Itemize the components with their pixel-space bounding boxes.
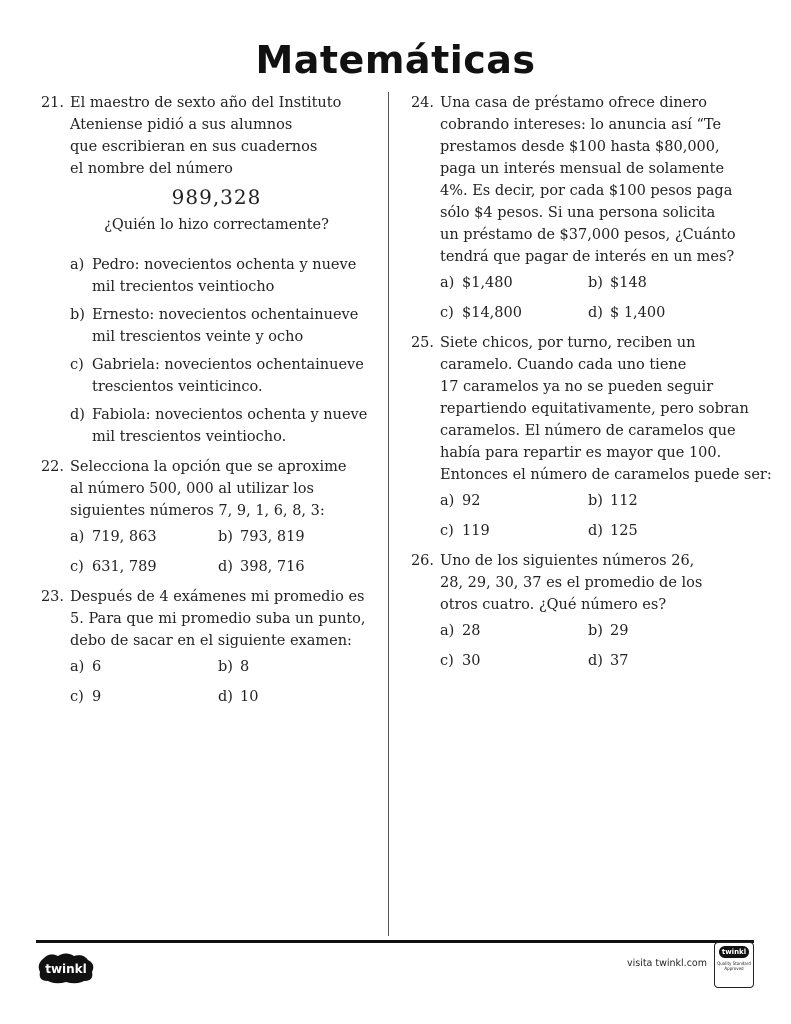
question-body — [440, 92, 736, 324]
option-letter: a) — [70, 659, 85, 675]
option-letter: b) — [588, 275, 603, 291]
question-text-line: al número 500, 000 al utilizar los — [70, 481, 314, 497]
question-text-line: siguientes números 7, 9, 1, 6, 8, 3: — [70, 503, 325, 519]
option-a[interactable] — [70, 526, 218, 548]
question-body — [70, 456, 363, 578]
option-a[interactable] — [440, 620, 588, 642]
option-a[interactable] — [70, 254, 363, 298]
option-d[interactable] — [588, 650, 738, 672]
option-text: Gabriela: novecientos ochentainueve — [92, 357, 364, 373]
option-text: 28 — [462, 623, 481, 639]
option-b[interactable] — [218, 526, 368, 548]
option-letter: c) — [70, 689, 84, 705]
question-22 — [28, 456, 363, 578]
badge-text: Quality Standard Approved — [717, 961, 751, 971]
question-body — [70, 586, 366, 708]
question-25 — [398, 332, 772, 542]
option-text: 125 — [610, 523, 638, 539]
option-c[interactable] — [440, 302, 588, 324]
option-d[interactable] — [588, 520, 738, 542]
option-text: 37 — [610, 653, 629, 669]
option-d[interactable] — [218, 686, 368, 708]
question-text-line: Siete chicos, por turno, reciben un — [440, 335, 696, 351]
option-text: mil trecientos veintiocho — [92, 279, 275, 295]
question-24 — [398, 92, 736, 324]
question-text-line: repartiendo equitativamente, pero sobran — [440, 401, 749, 417]
option-b[interactable] — [588, 272, 738, 294]
option-b[interactable] — [70, 304, 363, 348]
question-text-line: paga un interés mensual de solamente — [440, 161, 725, 177]
option-d[interactable] — [588, 302, 738, 324]
option-letter: a) — [440, 493, 455, 509]
question-text-line: sólo $4 pesos. Si una persona solicita — [440, 205, 716, 221]
question-text-line: un préstamo de $37,000 pesos, ¿Cuánto — [440, 227, 736, 243]
option-text: $1,480 — [462, 275, 513, 291]
option-b[interactable] — [588, 620, 738, 642]
option-a[interactable] — [440, 272, 588, 294]
right-column — [398, 92, 772, 680]
question-text-line: prestamos desde $100 hasta $80,000, — [440, 139, 720, 155]
option-letter: b) — [588, 493, 603, 509]
question-text-line: Selecciona la opción que se aproxime — [70, 459, 347, 475]
question-text-line: 5. Para que mi promedio suba un punto, — [70, 611, 366, 627]
option-letter: b) — [70, 307, 85, 323]
option-text: $148 — [610, 275, 647, 291]
option-letter: d) — [70, 407, 85, 423]
question-body — [440, 332, 772, 542]
option-c[interactable] — [440, 520, 588, 542]
option-grid — [70, 656, 363, 708]
option-letter: c) — [440, 305, 454, 321]
option-text: trescientos veinticinco. — [92, 379, 263, 395]
option-letter: a) — [440, 275, 455, 291]
question-text-line: Una casa de préstamo ofrece dinero — [440, 95, 707, 111]
footer-website[interactable]: visita twinkl.com — [626, 958, 707, 969]
option-grid — [70, 526, 363, 578]
option-text: 92 — [462, 493, 481, 509]
footer-rule — [36, 940, 754, 943]
option-a[interactable] — [440, 490, 588, 512]
option-text: mil trescientos veintiocho. — [92, 429, 287, 445]
option-letter: b) — [218, 529, 233, 545]
option-c[interactable] — [70, 354, 363, 398]
option-grid — [440, 490, 736, 542]
question-body — [440, 550, 736, 672]
option-text: Pedro: novecientos ochenta y nueve — [92, 257, 357, 273]
badge-brand: twinkl — [719, 946, 749, 958]
option-letter: d) — [588, 305, 603, 321]
logo-text: twinkl — [45, 962, 87, 976]
option-letter: b) — [218, 659, 233, 675]
option-grid — [440, 620, 736, 672]
option-letter: d) — [588, 653, 603, 669]
option-list — [70, 254, 368, 448]
option-letter: d) — [218, 559, 233, 575]
option-text: 793, 819 — [240, 529, 305, 545]
question-text-line: El maestro de sexto año del Instituto — [70, 95, 342, 111]
question-text-line: Entonces el número de caramelos puede ser: — [440, 467, 772, 483]
option-c[interactable] — [440, 650, 588, 672]
option-letter: c) — [440, 523, 454, 539]
question-text-line: debo de sacar en el siguiente examen: — [70, 633, 352, 649]
option-a[interactable] — [70, 656, 218, 678]
option-letter: a) — [70, 529, 85, 545]
option-letter: a) — [440, 623, 455, 639]
question-body — [70, 92, 368, 448]
question-number: 21. — [40, 95, 64, 111]
question-text-line: el nombre del número — [70, 161, 233, 177]
question-text-line: 28, 29, 30, 37 es el promedio de los — [440, 575, 703, 591]
option-text: 719, 863 — [92, 529, 157, 545]
question-text-line: había para repartir es mayor que 100. — [440, 445, 722, 461]
option-letter: c) — [70, 559, 84, 575]
question-23 — [28, 586, 366, 708]
option-text: Fabiola: novecientos ochenta y nueve — [92, 407, 368, 423]
option-grid — [440, 272, 736, 324]
option-letter: c) — [440, 653, 454, 669]
question-text-line: caramelos. El número de caramelos que — [440, 423, 736, 439]
question-number: 23. — [40, 589, 64, 605]
option-text: mil trescientos veinte y ocho — [92, 329, 304, 345]
option-text: 9 — [92, 689, 102, 705]
option-text: 30 — [462, 653, 481, 669]
option-text: $14,800 — [462, 305, 522, 321]
question-prompt: ¿Quién lo hizo correctamente? — [104, 217, 329, 233]
quality-badge-icon — [714, 942, 754, 988]
column-divider — [388, 92, 389, 936]
option-text: $ 1,400 — [610, 305, 666, 321]
featured-number: 989,328 — [171, 185, 262, 209]
option-text: 8 — [240, 659, 250, 675]
page-title: Matemáticas — [255, 38, 536, 82]
question-26 — [398, 550, 736, 672]
option-b[interactable] — [588, 490, 738, 512]
option-text: 29 — [610, 623, 629, 639]
question-number: 24. — [410, 95, 434, 111]
option-c[interactable] — [70, 556, 218, 578]
option-letter: d) — [218, 689, 233, 705]
option-letter: a) — [70, 257, 85, 273]
option-d[interactable] — [70, 404, 368, 448]
option-text: Ernesto: novecientos ochentainueve — [92, 307, 359, 323]
option-text: 6 — [92, 659, 102, 675]
question-number: 22. — [40, 459, 64, 475]
question-text-line: 4%. Es decir, por cada $100 pesos paga — [440, 183, 733, 199]
option-text: 10 — [240, 689, 259, 705]
option-text: 631, 789 — [92, 559, 157, 575]
question-number: 26. — [410, 553, 434, 569]
option-text: 119 — [462, 523, 490, 539]
option-b[interactable] — [218, 656, 368, 678]
option-letter: c) — [70, 357, 84, 373]
option-text: 398, 716 — [240, 559, 305, 575]
question-text-line: otros cuatro. ¿Qué número es? — [440, 597, 667, 613]
question-text-line: cobrando intereses: lo anuncia así “Te — [440, 117, 722, 133]
option-c[interactable] — [70, 686, 218, 708]
question-text-line: Ateniense pidió a sus alumnos — [70, 117, 293, 133]
option-text: 112 — [610, 493, 638, 509]
option-letter: d) — [588, 523, 603, 539]
question-text-line: 17 caramelos ya no se pueden seguir — [440, 379, 714, 395]
question-21 — [28, 92, 368, 448]
question-text-line: caramelo. Cuando cada uno tiene — [440, 357, 687, 373]
option-letter: b) — [588, 623, 603, 639]
option-d[interactable] — [218, 556, 368, 578]
twinkl-logo-icon — [36, 952, 96, 984]
question-text-line: Después de 4 exámenes mi promedio es — [70, 589, 365, 605]
question-text-line: tendrá que pagar de interés en un mes? — [440, 249, 735, 265]
question-number: 25. — [410, 335, 434, 351]
left-column — [28, 92, 368, 716]
question-text-line: que escribieran en sus cuadernos — [70, 139, 318, 155]
question-text-line: Uno de los siguientes números 26, — [440, 553, 695, 569]
